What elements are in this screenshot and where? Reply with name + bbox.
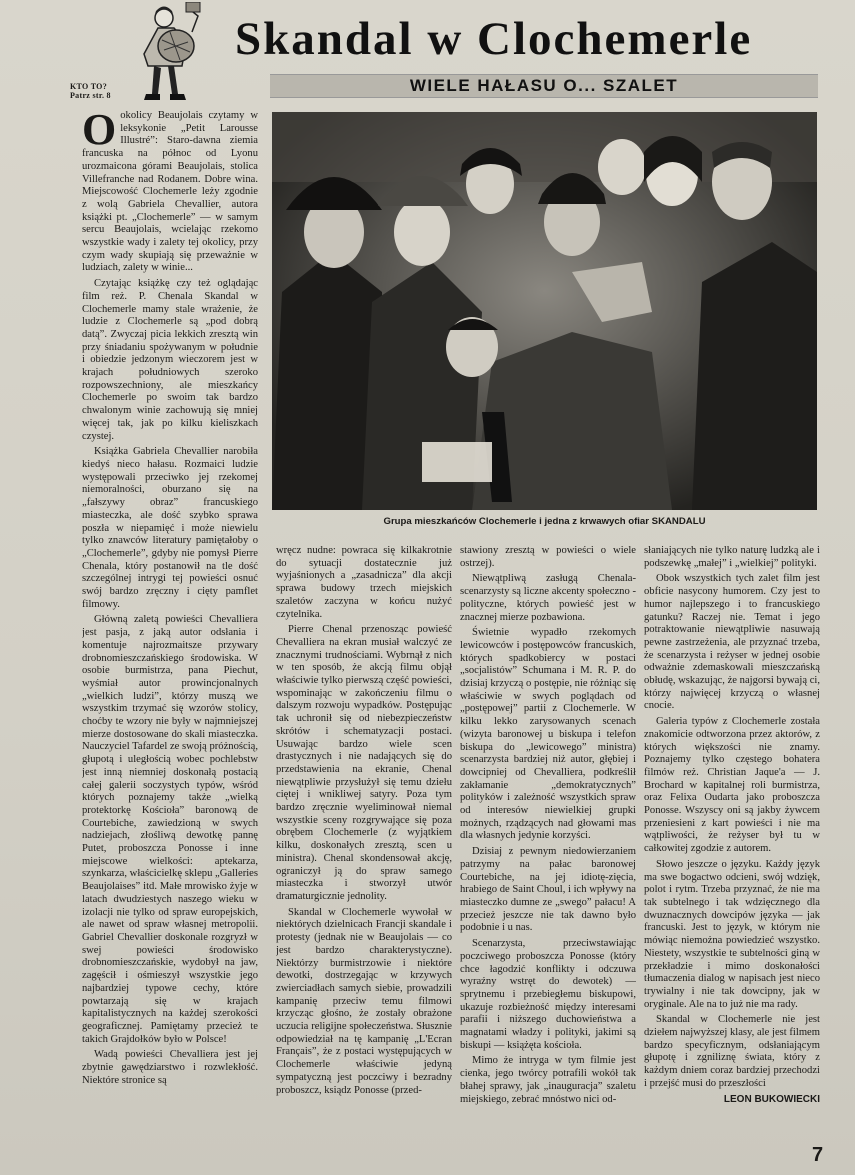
article-column-1: [82, 110, 258, 1140]
article-title: Skandal w Clochemerle: [235, 13, 753, 65]
paragraph-15: słaniających nie tylko naturę ludzką ale i podszewkę „małej” i „wielkiej” polityki.: [644, 545, 820, 569]
paragraph-5: Wadą powieści Chevalliera jest jej zbytnie gawędziarstwo i rozwlekłość. Niektóre stronice są: [82, 1049, 258, 1086]
paragraph-11: Świetnie wypadło rzekomych lewicowców i postępowców francuskich, których spadkobiercy w postaci „socjalistów” Schumana i M. R. P. do dzisiaj krzyczą o postępie, nie różniąc się właściwie w swych poglądach od „postępowej” partii z Clochemerle. W kilku lekko zarysowanych scenach (wizyta baronowej u biskupa i telefon biskupa do „lewicowego” ministra) scenarzysta bardziej niż autor, głębiej i dowcipniej od Chevalliera, podkreślił zakłamanie „demokratycznych” polityków i zależność wszystkich spraw od interesów niewielkiej grupki możnych, rządzących nad głowami mas dla własnych jedynie korzyści.: [460, 627, 636, 842]
article-subtitle: WIELE HAŁASU O... SZALET: [409, 76, 679, 95]
paragraph-10: Niewątpliwą zasługą Chenala-scenarzysty są liczne akcenty społeczno - polityczne, których powieść jest w znacznej mierze pozbawiona.: [460, 573, 636, 623]
paragraph-13: Scenarzysta, przeciwstawiając poczciwego proboszcza Ponosse (który chce łagodzić konflikty i odczuwa wyraźny wstręt do dewotek) — sprytnemu i przebiegłemu biskupowi, ukazuje rozbieżność między interesami parafii i niższego duchowieństwa a magnatami władzy i polityki, jakimi są biskupi — książęta kościoła.: [460, 938, 636, 1051]
paragraph-19: Skandal w Clochemerle nie jest dziełem najwyższej klasy, ale jest filmem bardzo specyficznym, odsłaniającym głupotę i zgniliznę świata, który z każdym dniem coraz bardziej przechodzi i przejść musi do przeszłości: [644, 1014, 820, 1089]
paragraph-3: Książka Gabriela Chevallier narobiła kiedyś nieco hałasu. Rozmaici ludzie występowali przeciwko jej rzekomej niemoralności, oburzano się na „fałszywy obraz” francuskiego miasteczka, ale dość szybko sprawa poszła w niepamięć i może niewielu tylko znawców literatury pamiętałoby o „Clochemerle”, gdyby nie pomysł Pierre Chenala, który postanowił na tle dość szczególnej intrygi tej powieści osnuć swój bardzo zręczny i cięty pamflet filmowy.: [82, 446, 258, 610]
paragraph-12: Dzisiaj z pewnym niedowierzaniem patrzymy na pałac baronowej Courtebiche, na jej idiotę-zięcia, hrabiego de Saint Choul, i ich wpływy na miasteczko dumne ze „swego” pałacu! A przecież jeszcze nie tak dawno było podobnie i u nas.: [460, 846, 636, 934]
paragraph-17: Galeria typów z Clochemerle została znakomicie odtworzona przez aktorów, z których większości nie znamy. Poznajemy tylko częstego bohatera filmów reż. Christian Jaque'a — J. Brochard w kapitalnej roli burmistrza, oraz Felixa Oudarta jako proboszcza Ponosse. Wszyscy oni są jakby żywcem przeniesieni z kart powieści i nie ma wątpliwości, że reżyser był tu w całkowitej zgodzie z autorem.: [644, 716, 820, 855]
paragraph-2: Czytając książkę czy też oglądając film reż. P. Chenala Skandal w Clochemerle mamy stale wrażenie, że ludzie z Clochemerle są „pod dobrą datą”. Zwyczaj picia lekkich zresztą win przy śniadaniu spożywanym w południe i obiedzie jedzonym wieczorem jest w krajach południowych szeroko rozpowszechniony, ale mieszkańcy Clochemerle po swoim tak bardzo chwalonym winie zachowują się mniej więcej tak, jak po kilku kieliszkach czystej.: [82, 278, 258, 442]
article-column-4: [644, 545, 820, 1140]
paragraph-4: Główną zaletą powieści Chevalliera jest pasja, z jaką autor odsłania i komentuje najrozmaitsze przywary drobnomieszczańskiego środowiska. W osobie burmistrza, pana Piechut, wyśmiał autor prowincjonalnych „wielkich ludzi”, którzy muszą we wszystkim trzymać się wzorów stolicy, choćby te wzory nie były w najmniejszej mierze dostosowane do skali miasteczka. Nauczyciel Tafardel ze swoją próżnością, głupotą i uległością wobec pochlebstw jest inną niemniej doskonałą postacią całej galerii soczystych typów, wśród których poznajemy także „wielką protektorkę Kościoła” baronową de Courtebiche, zawiedzioną w swych nadziejach, złośliwą dewotkę pannę Putet, proboszcza Ponosse i inne miejscowe wielkości: aptekarza, szynkarza, właścicielkę sklepu „Galleries Beaujolaises” itd. Małe mrowisko żyje w latach dwudziestych naszego wieku w izolacji nie tylko od spraw europejskich, ale nawet od spraw własnej metropolii. Gabriel Chevallier doskonale rozgryzł w swej powieści środowisko drobnomieszczańskie, wydobył na jaw, zagęścił i ośmieszył wszystkie jego najbardziej typowe cechy, które powtarzają się w krajach kapitalistycznych na każdej szerokości geograficznej. Pamiętamy przecież te takich Grajdołków było w Polsce!: [82, 614, 258, 1045]
mascot-illustration: [128, 2, 208, 108]
paragraph-8: Skandal w Clochemerle wywołał w niektórych dzielnicach Francji skandale i protesty (jednak nie w Beaujolais — co jest bardzo charakterystyczne). Niektórzy burmistrzowie i niektóre dewotki, dostrzegając w krzywych zwierciadłach samych siebie, prowadzili kampanię przeciw temu filmowi krzycząc głośno, że zostały obrażone uczucia religijne społeczeństwa. Słusznie odpowiedział na tę kampanię „L'Ecran Français”, że z postaci występujących w Clochemerle właściwie jedyną sympatyczną jest poczciwy i bezradny proboszcz, ksiądz Ponosse (przed-: [276, 906, 452, 1096]
paragraph-16: Obok wszystkich tych zalet film jest obficie nasycony humorem. Czy jest to humor najlepszego i to francuskiego gatunku? Raczej nie. Temat i jego potraktowanie niewątpliwie nasuwają pewne zastrzeżenia, ale przyznać trzeba, że scenarzysta i reżyser w jednej osobie odważnie zdemaskowali mieszczańską obłudę, wskazując, że najgorsi bywają ci, którzy najwięcej krzyczą o własnej cnocie.: [644, 573, 820, 712]
article-column-3: [460, 545, 636, 1140]
paragraph-7: Pierre Chenal przenosząc powieść Chevalliera na ekran musiał walczyć ze znacznymi trudnościami. Wybrnął z nich w ten sposób, że akcją filmu objął właściwie tylko pierwszą część powieści, wspominając w zakończeniu filmu o dalszym rozwoju wypadków. Postępując tak uchronił się od niebezpieczeństw skrótów i schematyzacji postaci. Usuwając bardzo wiele scen drastycznych i nie nadających się do przedstawienia na ekranie, Chenal niewątpliwie przysłużył się temu dziełu ciętej i wnikliwej satyry. Poza tym bardzo zręcznie wyeliminował niemal wszystkie sceny rozgrywające się poza obrębem Clochemerle (z wyjątkiem kilku, doskonałych zresztą, scen u ministra). Chenal skondensował akcję, ograniczył ją do spraw samego miasteczka i stworzył utwór dramaturgicznie jednolity.: [276, 624, 452, 902]
paragraph-18: Słowo jeszcze o języku. Każdy język ma swe bogactwo odcieni, swój wdzięk, polot i rytm. Trzeba przyznać, że nie ma tak subtelnego i tak wdzięcznego dla dwuznacznych dowcipów języka — jak francuski. Jest to język, w którym nie mówiąc niemożna powiedzieć wszystko. Niestety, wszystkie te subtelności giną w przekładzie i mimo doskonałości tłumaczenia dialog w napisach jest nieco trywialny i nie tak dowcipny, jak w oryginale. Ale na to już nie ma rady.: [644, 858, 820, 1010]
article-column-2: [276, 545, 452, 1140]
paragraph-1: [82, 110, 258, 275]
corner-label: KTO TO? Patrz str. 8: [70, 82, 111, 100]
paragraph-1-text: okolicy Beaujolais czytamy w leksykonie „Petit Larousse Illustré”: Staro-dawna ziemia francuska na północ od Lyonu urozmaicona górami Beaujolais, stolica Villefranche nad Rodanem. Dobre wina. Miejscowość Clochemerle leży zgodnie z wolą Gabriela Chevallier, autora książki pt. „Clochemerle” — w samym sercu Beaujolais, wcielając rzekomo wszystkie wady i zalety tej okolicy, przy czym wady skupiają się przeważnie w ludziach, zalety w winie...: [82, 110, 258, 274]
film-still-photo: [272, 112, 817, 510]
photo-caption: Grupa mieszkańców Clochemerle i jedna z krwawych ofiar SKANDALU: [383, 516, 706, 527]
page-number: 7: [812, 1144, 824, 1166]
paragraph-6: wręcz nudne: powraca się kilkakrotnie do sytuacji dostatecznie już wyjaśnionych a „zasadnicza” dla akcji sprawa budowy trzech miejskich szaletów zaczyna w końcu nużyć czytelnika.: [276, 545, 452, 620]
paragraph-14: Mimo że intryga w tym filmie jest cienka, jego twórcy potrafili wokół tak błahej sprawy, jak „inauguracja” szaletu miejskiego, zebrać mnóstwo nici od-: [460, 1055, 636, 1105]
paragraph-9: stawiony zresztą w powieści o wiele ostrzej).: [460, 545, 636, 569]
author-signature: LEON BUKOWIECKI: [723, 1093, 820, 1105]
drop-cap: O: [82, 110, 117, 154]
